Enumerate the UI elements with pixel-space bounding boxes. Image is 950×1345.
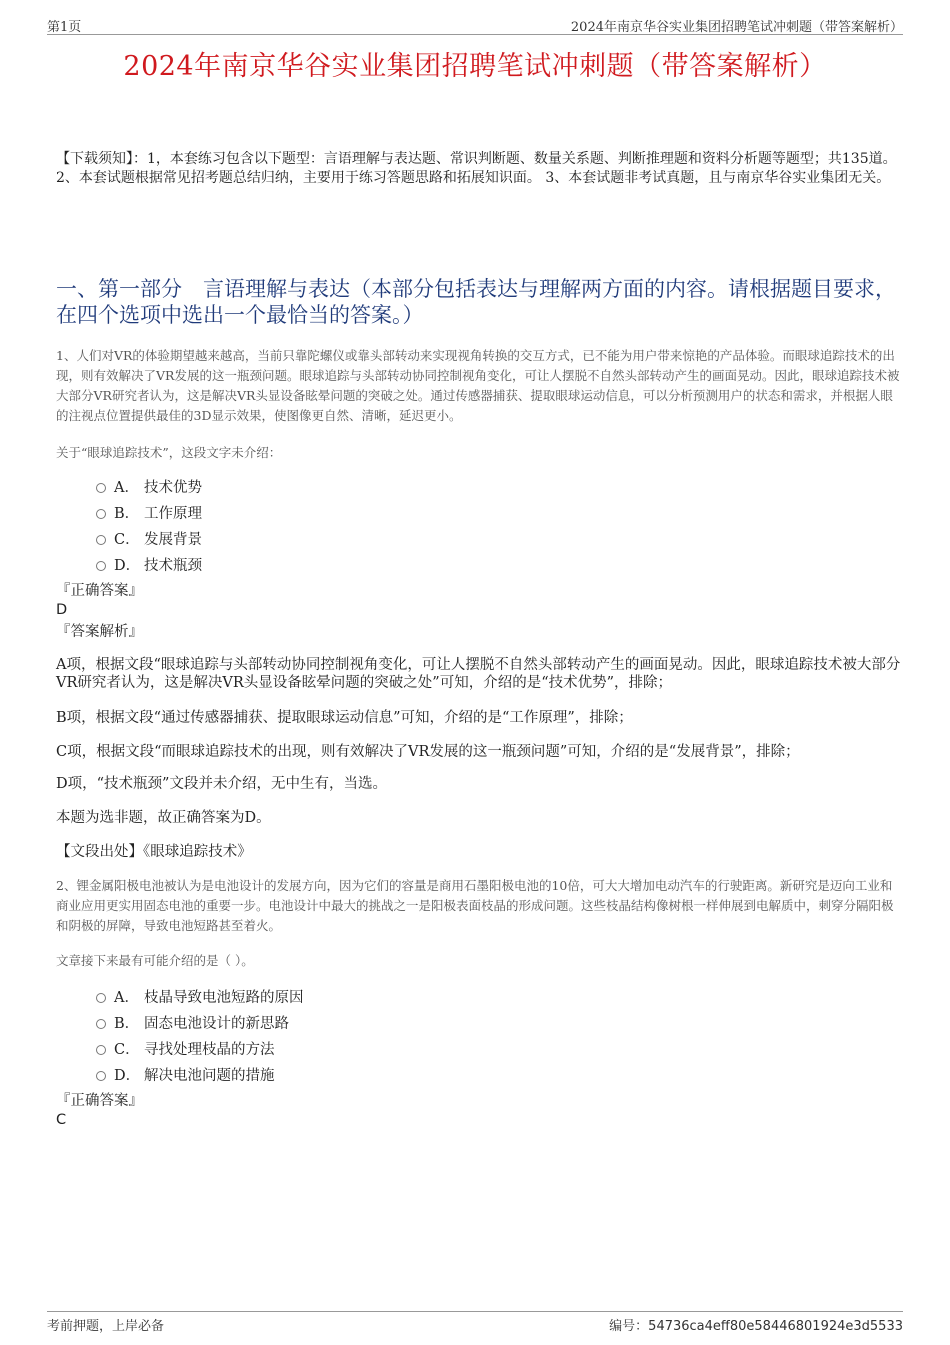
section-heading: 一、第一部分 言语理解与表达（本部分包括表达与理解两方面的内容。请根据题目要求，在四个选项中选出一个最恰当的答案。） <box>56 277 896 327</box>
page-title: 2024年南京华谷实业集团招聘笔试冲刺题（带答案解析） <box>123 51 827 82</box>
page-header <box>47 14 903 35</box>
question-1-answer-label: 『正确答案』 <box>56 583 143 599</box>
page-footer <box>47 1311 903 1334</box>
radio-icon[interactable] <box>96 1071 106 1081</box>
radio-icon[interactable] <box>96 1019 106 1029</box>
footer-code: 编号：54736ca4eff80e58446801924e3d5533 <box>609 1319 903 1334</box>
question-2-passage: 2、锂金属阳极电池被认为是电池设计的发展方向，因为它们的容量是商用石墨阳极电池的10倍，可大大增加电动汽车的行驶距离。新研究是迈向工业和商业应用更实用固态电池的重要一步。电池设计中最大的挑战之一是阳极表面枝晶的形成问题。这些枝晶结构像树根一样伸展到电解质中，刺穿分隔阳极和阴极的屏障，导致电池短路甚至着火。 <box>56 878 894 933</box>
question-1-conclusion: 本题为选非题，故正确答案为D。 <box>56 810 271 826</box>
question-1-explanation-a: A项，根据文段“眼球追踪与头部转动协同控制视角变化，可让人摆脱不自然头部转动产生的画面晃动。因此，眼球追踪技术被大部分VR研究者认为，这是解决VR头显设备眩晕问题的突破之处”可知，介绍的是“技术优势”，排除； <box>56 657 901 691</box>
question-1-option-d[interactable]: D． 技术瓶颈 <box>96 554 202 580</box>
question-1-passage: 1、人们对VR的体验期望越来越高，当前只靠陀螺仪或靠头部转动来实现视角转换的交互方式，已不能为用户带来惊艳的产品体验。而眼球追踪技术的出现，则有效解决了VR发展的这一瓶颈问题。眼球追踪与头部转动协同控制视角变化，可让人摆脱不自然头部转动产生的画面晃动。因此，眼球追踪技术被大部分VR研究者认为，这是解决VR头显设备眩晕问题的突破之处。通过传感器捕获、提取眼球运动信息，可以分析预测用户的状态和需求，并根据人眼的注视点位置提供最佳的3D显示效果，使图像更自然、清晰，延迟更小。 <box>56 348 900 423</box>
question-2-options <box>96 986 304 1090</box>
download-notice: 【下载须知】：1，本套练习包含以下题型：言语理解与表达题、常识判断题、数量关系题、判断推理题和资料分析题等题型；共135道。 2、本套试题根据常见招考题总结归纳，主要用于练习答题思路和拓展知识面。 3、本套试题非考试真题，且与南京华谷实业集团无关。 <box>56 151 897 186</box>
question-1-explanation-b: B项，根据文段“通过传感器捕获、提取眼球运动信息”可知，介绍的是“工作原理”，排除； <box>56 710 633 726</box>
radio-icon[interactable] <box>96 561 106 571</box>
question-1-option-b[interactable]: B． 工作原理 <box>96 502 202 528</box>
radio-icon[interactable] <box>96 535 106 545</box>
radio-icon[interactable] <box>96 1045 106 1055</box>
question-1-answer: D <box>56 602 68 618</box>
question-1-option-a[interactable]: A． 技术优势 <box>96 476 202 502</box>
radio-icon[interactable] <box>96 483 106 493</box>
question-1-option-c[interactable]: C． 发展背景 <box>96 528 202 554</box>
radio-icon[interactable] <box>96 509 106 519</box>
footer-slogan: 考前押题，上岸必备 <box>47 1319 165 1334</box>
question-2-prompt: 文章接下来最有可能介绍的是（ ）。 <box>56 953 254 968</box>
question-2-option-d[interactable]: D． 解决电池问题的措施 <box>96 1064 304 1090</box>
question-2-option-a[interactable]: A． 枝晶导致电池短路的原因 <box>96 986 304 1012</box>
page-number: 第1页 <box>47 20 82 35</box>
question-1-options <box>96 476 202 580</box>
question-2-option-c[interactable]: C． 寻找处理枝晶的方法 <box>96 1038 304 1064</box>
question-1-source: 【文段出处】《眼球追踪技术》 <box>56 844 252 860</box>
question-1-explanation-d: D项，“技术瓶颈”文段并未介绍，无中生有，当选。 <box>56 776 387 792</box>
header-doc-title: 2024年南京华谷实业集团招聘笔试冲刺题（带答案解析） <box>570 20 903 35</box>
question-1-prompt: 关于“眼球追踪技术”，这段文字未介绍： <box>56 445 282 460</box>
radio-icon[interactable] <box>96 993 106 1003</box>
question-1-explanation-label: 『答案解析』 <box>56 624 143 640</box>
question-2-answer-label: 『正确答案』 <box>56 1093 143 1109</box>
question-2-answer: C <box>56 1112 67 1128</box>
question-1-explanation-c: C项，根据文段“而眼球追踪技术的出现，则有效解决了VR发展的这一瓶颈问题”可知，介绍的是“发展背景”，排除； <box>56 744 800 760</box>
question-2-option-b[interactable]: B． 固态电池设计的新思路 <box>96 1012 304 1038</box>
